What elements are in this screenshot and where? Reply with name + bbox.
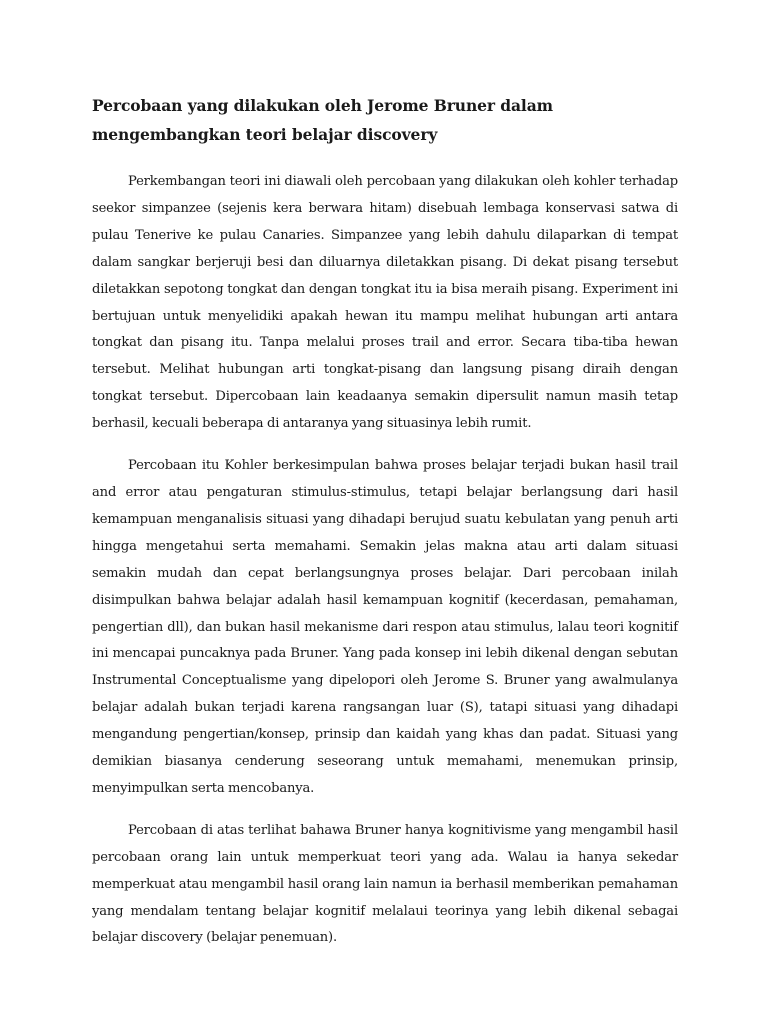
- paragraph-1: Perkembangan teori ini diawali oleh percobaan yang dilakukan oleh kohler terhadap seekor simpanzee (sejenis kera berwara hitam) disebuah lembaga konservasi satwa di pulau Tenerive ke pulau Canaries. Simpanzee yang lebih dahulu dilaparkan di tempat dalam sangkar berjeruji besi dan diluarnya diletakkan pisang. Di dekat pisang tersebut diletakkan sepotong tongkat dan dengan tongkat itu ia bisa meraih pisang. Experiment ini bertujuan untuk menyelidiki apakah hewan itu mampu melihat hubungan arti antara tongkat dan pisang itu. Tanpa melalui proses trail and error. Secara tiba-tiba hewan tersebut. Melihat hubungan arti tongkat-pisang dan langsung pisang diraih dengan tongkat tersebut. Dipercobaan lain keadaanya semakin dipersulit namun masih tetap berhasil, kecuali beberapa di antaranya yang situasinya lebih rumit.: [92, 174, 678, 432]
- paragraph-2: Percobaan itu Kohler berkesimpulan bahwa proses belajar terjadi bukan hasil trail and error atau pengaturan stimulus-stimulus, tetapi belajar berlangsung dari hasil kemampuan menganalisis situasi yang dihadapi berujud suatu kebulatan yang penuh arti hingga mengetahui serta memahami. Semakin jelas makna atau arti dalam situasi semakin mudah dan cepat berlangsungnya proses belajar. Dari percobaan inilah disimpulkan bahwa belajar adalah hasil kemampuan kognitif (kecerdasan, pemahaman, pengertian dll), dan bukan hasil mekanisme dari respon atau stimulus, lalau teori kognitif ini mencapai puncaknya pada Bruner. Yang pada konsep ini lebih dikenal dengan sebutan Instrumental Conceptualisme yang dipelopori oleh Jerome S. Bruner yang awalmulanya belajar adalah bukan terjadi karena rangsangan luar (S), tatapi situasi yang dihadapi mengandung pengertian/konsep, prinsip dan kaidah yang khas dan padat. Situasi yang demikian biasanya cenderung seseorang untuk memahami, menemukan prinsip, menyimpulkan serta mencobanya.: [92, 458, 678, 796]
- document-body: [92, 91, 678, 952]
- paragraph-3: Percobaan di atas terlihat bahawa Bruner hanya kognitivisme yang mengambil hasil percobaan orang lain untuk memperkuat teori yang ada. Walau ia hanya sekedar memperkuat atau mengambil hasil orang lain namun ia berhasil memberikan pemahaman yang mendalam tentang belajar kognitif melalaui teorinya yang lebih dikenal sebagai belajar discovery (belajar penemuan).: [92, 822, 678, 946]
- document-heading: Percobaan yang dilakukan oleh Jerome Bruner dalam mengembangkan teori belajar discovery: [92, 96, 553, 144]
